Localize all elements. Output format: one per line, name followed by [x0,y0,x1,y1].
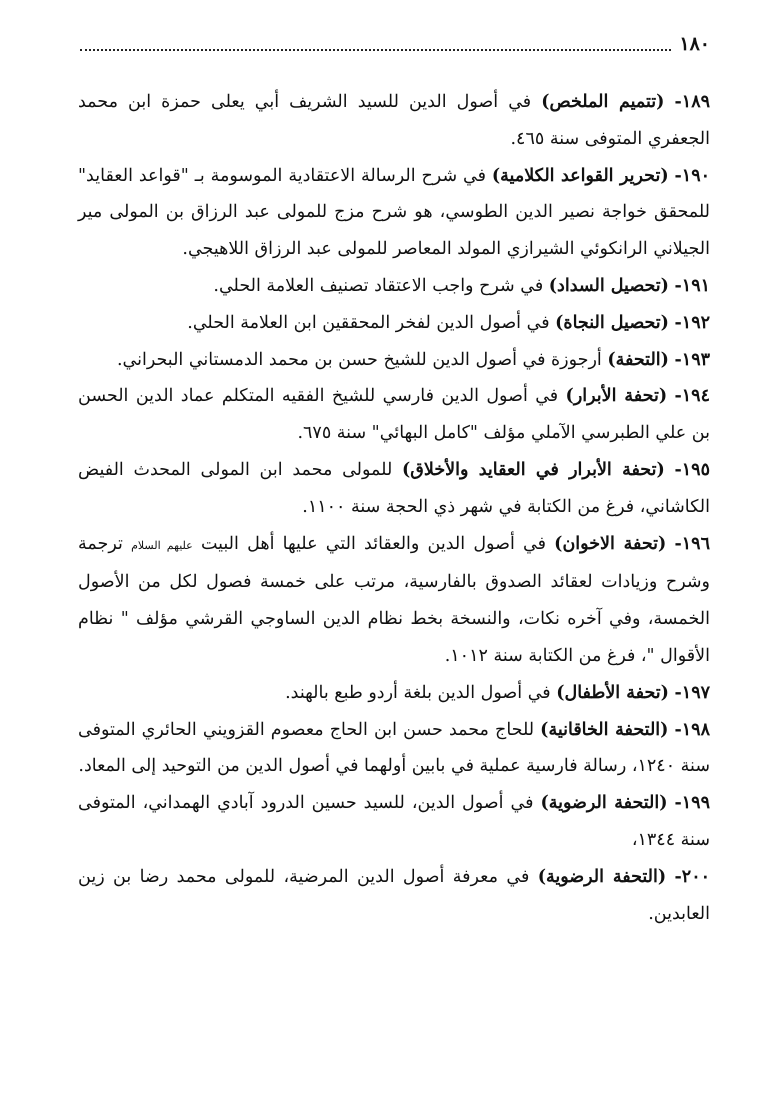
list-item [78,712,710,786]
list-item [78,675,710,712]
entry-text: في شرح واجب الاعتقاد تصنيف العلامة الحلي. [213,275,549,296]
entry-title: (التحفة) [607,349,669,370]
dotted-rule [80,37,671,51]
entry-number: ١٩٢- [674,312,710,333]
entry-text: في معرفة أصول الدين المرضية، للمولى محمد رضا بن زين العابدين. [78,866,710,924]
list-item [78,452,710,526]
entry-title: (تحرير القواعد الكلامية) [491,165,669,186]
entry-text: في أصول الدين بلغة أردو طبع بالهند. [285,682,557,703]
entry-number: ١٩٣- [674,349,710,370]
entry-number: ١٩٨- [674,719,710,740]
entry-title: (تحصيل السداد) [548,275,669,296]
list-item [78,378,710,452]
entry-title: (تحفة الأبرار) [565,386,668,407]
entry-text: للحاج محمد حسن ابن الحاج معصوم القزويني الحائري المتوفى سنة ١٢٤٠، رسالة فارسية عملية في بابين أولهما في أصول الدين من التوحيد إلى المعاد. [78,719,710,777]
entry-number: ٢٠٠- [674,866,710,887]
entry-text: في شرح الرسالة الاعتقادية الموسومة بـ "قواعد العقايد" للمحقق خواجة نصير الدين الطوسي، هو شرح مزج للمولى عبد الرزاق بن المولى مير الجيلاني الرانكوئي الشيرازي المولد المعاصر للمولى عبد الرزاق اللاهيجي. [78,165,710,260]
list-item [78,268,710,305]
entry-title: (تحفة الأطفال) [556,682,669,703]
entry-text: في أصول الدين للسيد الشريف أبي يعلى حمزة ابن محمد الجعفري المتوفى سنة ٤٦٥. [78,92,710,149]
entry-number: ١٩١- [674,275,710,296]
entry-text: في أصول الدين، للسيد حسين الدرود آبادي الهمداني، المتوفى سنة ١٣٤٤، [78,793,710,850]
list-item [78,526,710,675]
entry-number: ١٩٩- [674,793,710,814]
entry-list [78,84,710,932]
entry-number: ١٩٠- [674,165,710,186]
list-item [78,84,710,158]
entry-title: (تحصيل النجاة) [555,312,669,333]
entry-title: (التحفة الرضوية) [540,793,668,814]
entry-title: (التحفة الرضوية) [537,866,667,887]
list-item [78,859,710,933]
entry-number: ١٨٩- [674,92,710,112]
page-number: ١٨٠ [679,33,710,55]
entry-text: أرجوزة في أصول الدين للشيخ حسن بن محمد الدمستاني البحراني. [116,349,608,370]
entry-number: ١٩٥- [674,459,710,480]
entry-text: في أصول الدين فارسي للشيخ الفقيه المتكلم عماد الدين الحسن بن علي الطبرسي الآملي مؤلف "كامل البهائي" سنة ٦٧٥. [78,386,710,444]
page-header [80,30,710,58]
entry-text: في أصول الدين والعقائد التي عليها أهل البيت [200,533,555,554]
entry-title: (تحفة الأبرار في العقايد والأخلاق) [402,459,665,480]
list-item [78,785,710,859]
entry-title: (التحفة الخاقانية) [540,719,669,740]
entry-text-continued: ترجمة وشرح وزيادات لعقائد الصدوق بالفارسية، مرتب على خمسة فصول لكل من الأصول الخمسة، وفي آخره نكات، والنسخة بخط نظام الدين الساوجي القرشي مؤلف " نظام الأقوال "، فرغ من الكتابة سنة ١٠١٢. [78,533,710,666]
honorific-glyph: عليهم السلام [131,538,193,552]
entry-title: (تحفة الاخوان) [554,533,667,554]
entry-number: ١٩٦- [674,533,710,554]
entry-title: (تتميم الملخص) [541,92,665,112]
entry-number: ١٩٧- [674,682,710,703]
list-item [78,305,710,342]
list-item [78,158,710,268]
entry-text: للمولى محمد ابن المولى المحدث الفيض الكاشاني، فرغ من الكتابة في شهر ذي الحجة سنة ١١٠٠. [78,459,710,517]
entry-text: في أصول الدين لفخر المحققين ابن العلامة الحلي. [187,312,556,333]
list-item [78,342,710,379]
entry-number: ١٩٤- [674,386,710,407]
